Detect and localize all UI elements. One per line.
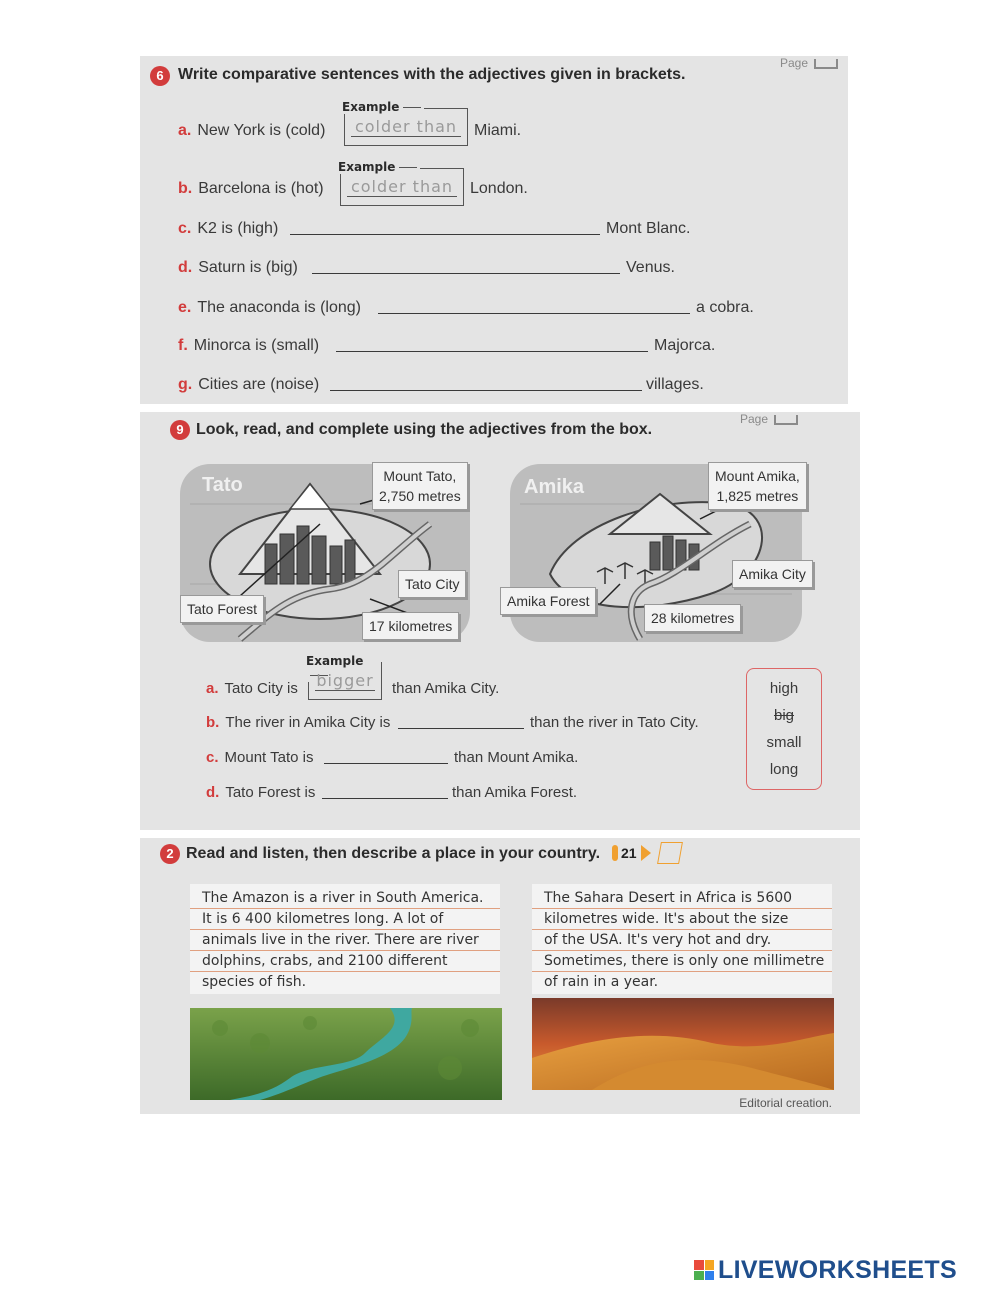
book-icon	[774, 415, 798, 425]
amazon-text	[190, 884, 500, 994]
sentence-d-end: than Amika Forest.	[452, 784, 578, 801]
exercise-2-panel	[140, 838, 860, 1114]
item-text: Mount Tato is	[224, 749, 314, 766]
answer-blank-d[interactable]	[312, 273, 620, 274]
item-letter: a.	[206, 680, 219, 697]
example-answer-box	[342, 100, 468, 146]
liveworksheets-logo	[694, 1257, 957, 1283]
answer-blank-e[interactable]	[378, 313, 690, 314]
sentence-c	[206, 749, 313, 766]
footer-note: Editorial creation.	[739, 1096, 832, 1110]
item-text: New York is (cold)	[197, 122, 326, 139]
word-option: high	[769, 680, 799, 697]
example-answer-box	[338, 160, 464, 206]
text-line: The Amazon is a river in South America.	[190, 888, 500, 909]
text-line: The Sahara Desert in Africa is 5600	[532, 888, 832, 909]
page-reference	[780, 56, 838, 70]
sahara-desert-photo	[532, 998, 834, 1090]
exercise-6-panel	[140, 56, 848, 404]
audio-track[interactable]	[612, 842, 681, 864]
item-text: Barcelona is (hot)	[198, 180, 324, 197]
logo-text: LIVEWORKSHEETS	[718, 1255, 957, 1284]
exercise-number: 6	[150, 66, 170, 86]
exercise-title: Write comparative sentences with the adjectives given in brackets.	[178, 66, 686, 83]
page-reference	[740, 412, 798, 426]
sentence-b	[206, 714, 390, 731]
item-letter: g.	[178, 376, 193, 393]
sentence-a-end: Miami.	[474, 122, 522, 139]
item-letter: b.	[206, 714, 220, 731]
tato-city-label: Tato City	[398, 570, 466, 598]
amika-forest-label: Amika Forest	[500, 587, 596, 615]
sentence-e-end: a cobra.	[696, 299, 754, 316]
example-answer: bigger	[316, 671, 374, 690]
answer-blank-d[interactable]	[322, 798, 448, 799]
sentence-a	[206, 680, 298, 697]
mountain-name: Mount Amika,	[715, 468, 800, 484]
text-line: of rain in a year.	[544, 974, 659, 990]
word-box	[746, 668, 822, 790]
text-line: species of fish.	[202, 974, 307, 990]
tato-river-label: 17 kilometres	[362, 612, 459, 640]
pencil-icon	[657, 842, 683, 864]
amazon-river-photo	[190, 1008, 502, 1100]
sentence-c	[178, 220, 278, 238]
tato-forest-label: Tato Forest	[180, 595, 264, 623]
mountain-name: Mount Tato,	[383, 468, 457, 484]
book-icon	[814, 59, 838, 69]
item-text: The anaconda is (long)	[197, 299, 361, 316]
sentence-g-end: villages.	[646, 376, 704, 393]
play-icon	[641, 845, 651, 861]
sentence-b-end: than the river in Tato City.	[530, 714, 699, 731]
text-line: kilometres wide. It's about the size	[532, 909, 832, 930]
audio-icon	[612, 845, 618, 861]
item-letter: e.	[178, 299, 192, 316]
mountain-height: 1,825 metres	[716, 488, 799, 504]
example-label: Example	[303, 654, 381, 682]
map-title: Tato	[202, 474, 243, 496]
word-option-used: big	[773, 707, 795, 724]
text-line: animals live in the river. There are river	[190, 930, 500, 951]
example-answer: colder than	[347, 177, 457, 197]
item-letter: f.	[178, 337, 188, 354]
map-title: Amika	[524, 476, 585, 498]
exercise-title: Look, read, and complete using the adjectives from the box.	[196, 421, 653, 438]
exercise-title: Read and listen, then describe a place in your country.	[186, 845, 601, 862]
page-label: Page	[740, 412, 769, 426]
item-text: Saturn is (big)	[198, 259, 298, 276]
item-letter: c.	[206, 749, 219, 766]
sentence-a	[178, 122, 325, 140]
sentence-b	[178, 180, 324, 198]
sentence-b-end: London.	[470, 180, 528, 197]
answer-blank-c[interactable]	[290, 234, 600, 235]
exercise-number: 2	[160, 844, 180, 864]
exercise-9-panel	[140, 412, 860, 830]
mount-tato-label	[372, 462, 468, 510]
amika-river-label: 28 kilometres	[644, 604, 741, 632]
sentence-c-end: Mont Blanc.	[606, 220, 691, 237]
sentence-g	[178, 376, 319, 394]
item-text: K2 is (high)	[197, 220, 279, 237]
exercise-number: 9	[170, 420, 190, 440]
sentence-d-end: Venus.	[626, 259, 675, 276]
answer-blank-g[interactable]	[330, 390, 642, 391]
item-text: Minorca is (small)	[193, 337, 320, 354]
track-number: 21	[621, 845, 637, 861]
page-label: Page	[780, 56, 809, 70]
sentence-a-end: than Amika City.	[392, 680, 500, 697]
mount-amika-label	[708, 462, 807, 510]
word-option: small	[766, 734, 802, 751]
example-answer: colder than	[351, 117, 461, 137]
item-text: Tato City is	[224, 680, 298, 697]
sentence-e	[178, 299, 361, 317]
answer-blank-c[interactable]	[324, 763, 448, 764]
word-option: long	[769, 761, 799, 778]
item-text: Tato Forest is	[225, 784, 316, 801]
logo-icon	[694, 1260, 714, 1280]
mountain-height: 2,750 metres	[379, 488, 461, 504]
answer-blank-f[interactable]	[336, 351, 648, 352]
text-line: It is 6 400 kilometres long. A lot of	[190, 909, 500, 930]
item-text: Cities are (noise)	[198, 376, 320, 393]
item-letter: b.	[178, 180, 193, 197]
text-line: Sometimes, there is only one millimetre	[532, 951, 832, 972]
item-letter: a.	[178, 122, 192, 139]
sentence-f	[178, 337, 319, 355]
answer-blank-b[interactable]	[398, 728, 524, 729]
sentence-f-end: Majorca.	[654, 337, 716, 354]
example-label: Example	[335, 160, 420, 174]
item-letter: c.	[178, 220, 192, 237]
example-label: Example	[339, 100, 424, 114]
amika-city-label: Amika City	[732, 560, 813, 588]
sentence-d	[206, 784, 315, 801]
item-letter: d.	[206, 784, 220, 801]
text-line: dolphins, crabs, and 2100 different	[190, 951, 500, 972]
sentence-c-end: than Mount Amika.	[454, 749, 579, 766]
sahara-text	[532, 884, 832, 994]
item-text: The river in Amika City is	[225, 714, 391, 731]
example-answer-box	[306, 654, 382, 700]
item-letter: d.	[178, 259, 193, 276]
sentence-d	[178, 259, 298, 277]
text-line: of the USA. It's very hot and dry.	[532, 930, 832, 951]
